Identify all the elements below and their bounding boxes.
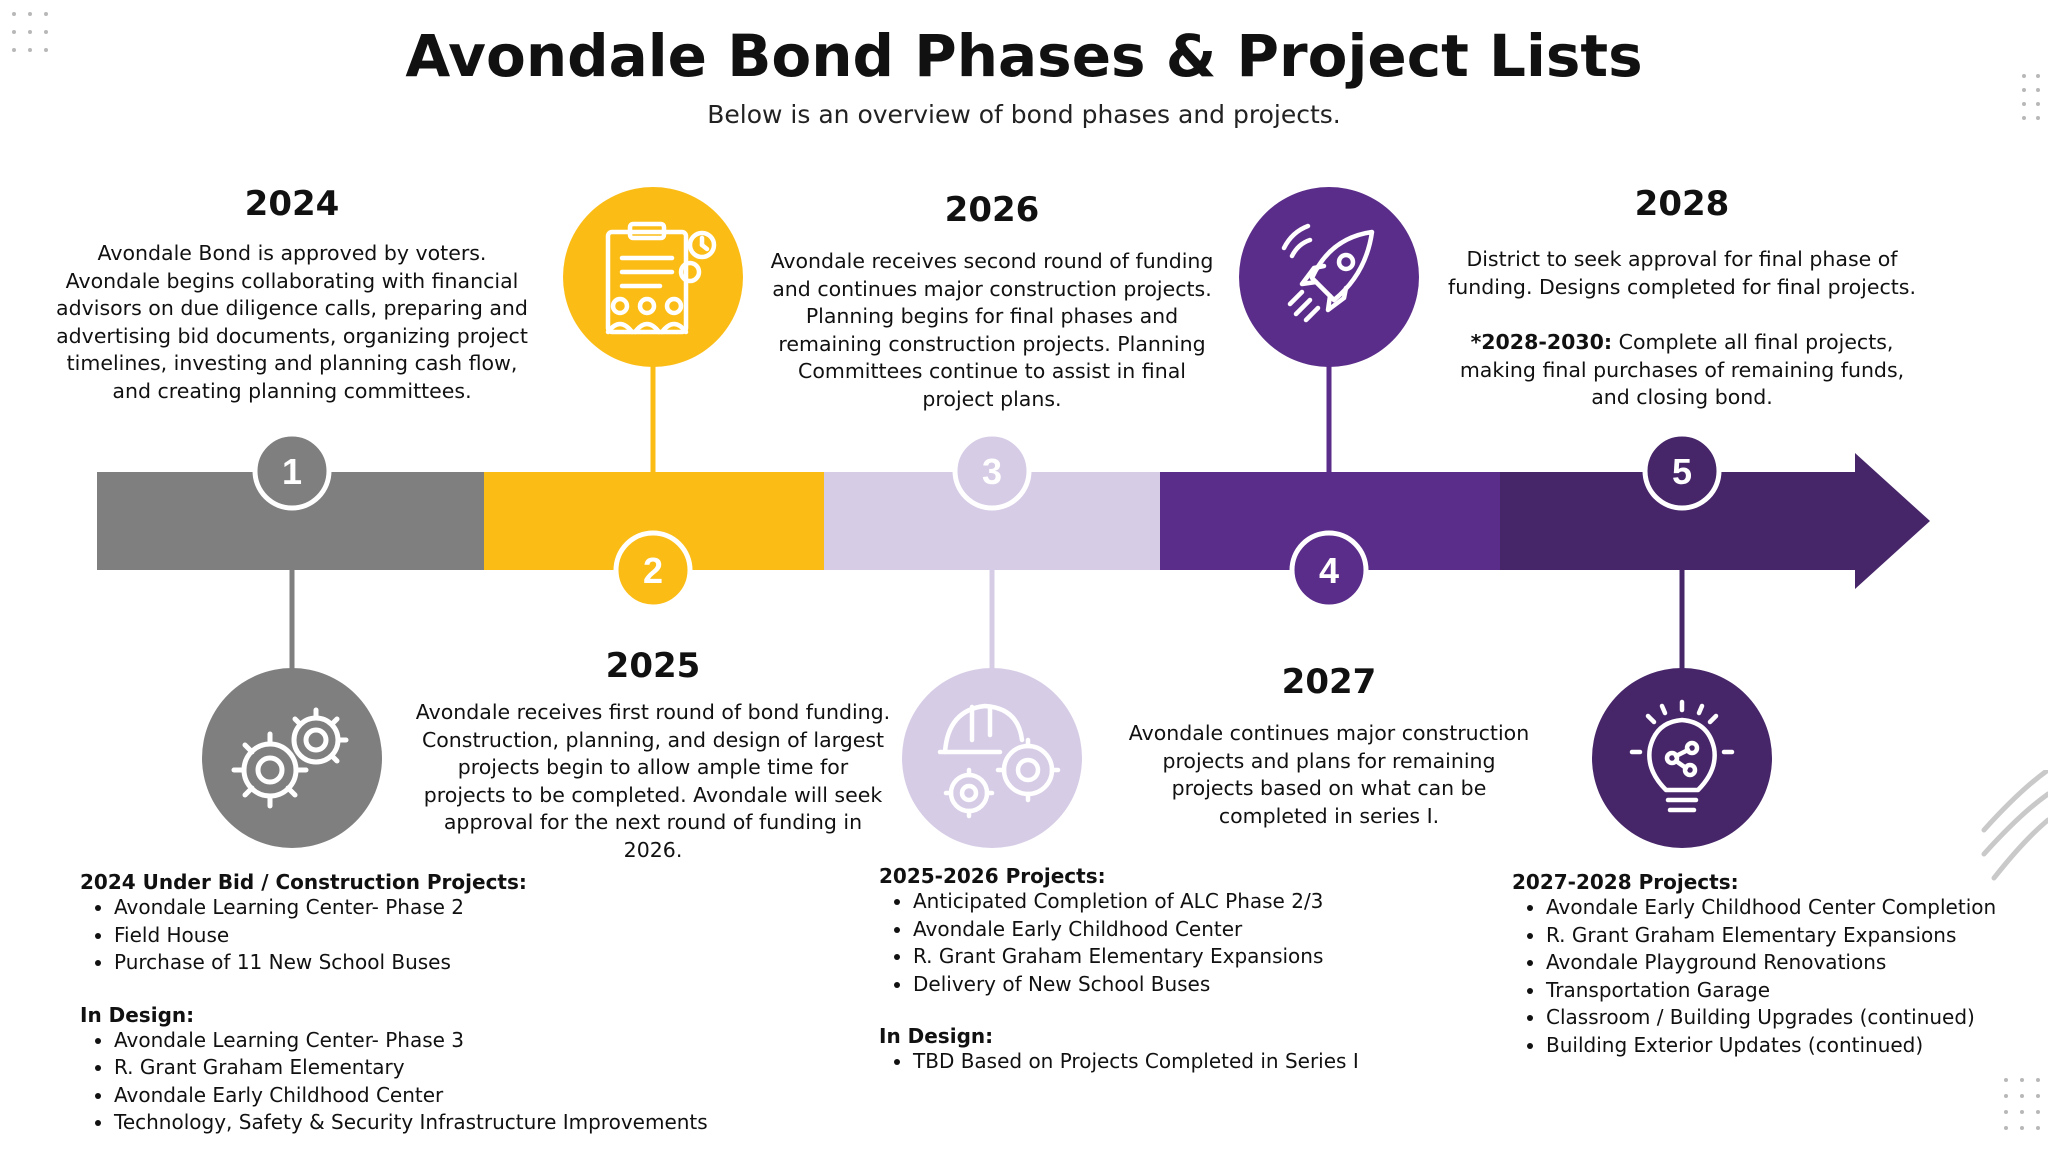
phase-year-2027: 2027 bbox=[1281, 662, 1377, 702]
phase-year-2028: 2028 bbox=[1634, 184, 1730, 224]
list-item: • Purchase of 11 New School Buses bbox=[114, 949, 780, 977]
list-item: • Avondale Learning Center- Phase 3 bbox=[114, 1027, 780, 1055]
project-list-items bbox=[879, 888, 1439, 998]
phase-number-5: 5 bbox=[1671, 451, 1693, 492]
list-item: • Avondale Early Childhood Center Completion bbox=[1546, 894, 2032, 922]
page-title: Avondale Bond Phases & Project Lists bbox=[405, 22, 1643, 90]
hardhat-gears-icon bbox=[902, 668, 1082, 848]
list-item: • R. Grant Graham Elementary bbox=[114, 1054, 780, 1082]
phase-note-label: *2028-2030: bbox=[1470, 330, 1613, 354]
list-item: • Classroom / Building Upgrades (continued) bbox=[1546, 1004, 2032, 1032]
list-item: • Anticipated Completion of ALC Phase 2/3 bbox=[913, 888, 1439, 916]
phase-description-text: Avondale receives first round of bond funding. Construction, planning, and design of largest projects begin to allow ample time for projects to be completed. Avondale will seek approval for the next round of funding in 2026. bbox=[415, 700, 891, 862]
phase-description-text: Avondale receives second round of funding and continues major construction projects. Planning begins for final phases and remaining construction projects. Planning Committees continue to assist in final project plans. bbox=[770, 249, 1214, 411]
phase-number-3: 3 bbox=[981, 451, 1003, 492]
list-item: • Building Exterior Updates (continued) bbox=[1546, 1032, 2032, 1060]
list-item: • R. Grant Graham Elementary Expansions bbox=[913, 943, 1439, 971]
project-list-2025-2026 bbox=[879, 864, 1439, 1076]
list-item: • Avondale Playground Renovations bbox=[1546, 949, 2032, 977]
phase-number-1: 1 bbox=[281, 451, 303, 492]
list-item: • Transportation Garage bbox=[1546, 977, 2032, 1005]
phase-description-2026 bbox=[770, 248, 1214, 413]
in-design-items bbox=[80, 1027, 780, 1137]
phase-description-text: District to seek approval for final phase of funding. Designs completed for final projects. bbox=[1448, 247, 1916, 299]
phase-number-2: 2 bbox=[642, 550, 664, 591]
in-design-heading: In Design: bbox=[80, 1002, 195, 1027]
project-list-items bbox=[80, 894, 780, 977]
list-item: • Delivery of New School Buses bbox=[913, 971, 1439, 999]
page-subtitle: Below is an overview of bond phases and projects. bbox=[707, 100, 1341, 129]
phase-number-badge-3 bbox=[955, 434, 1029, 508]
phase-note bbox=[1448, 329, 1916, 412]
list-item: • Avondale Early Childhood Center bbox=[913, 916, 1439, 944]
gears-icon bbox=[202, 668, 382, 848]
list-item: • TBD Based on Projects Completed in Series I bbox=[913, 1048, 1439, 1076]
phase-number-badge-4 bbox=[1292, 533, 1366, 607]
list-item: • Technology, Safety & Security Infrastructure Improvements bbox=[114, 1109, 780, 1137]
phase-year-2026: 2026 bbox=[944, 190, 1040, 230]
project-list-heading: 2025-2026 Projects: bbox=[879, 864, 1106, 888]
phase-number-4: 4 bbox=[1318, 550, 1340, 591]
rocket-icon bbox=[1239, 187, 1419, 367]
in-design-items bbox=[879, 1048, 1439, 1076]
phase-number-badge-2 bbox=[616, 533, 690, 607]
project-list-heading: 2027-2028 Projects: bbox=[1512, 870, 1739, 894]
phase-number-badge-1 bbox=[255, 434, 329, 508]
lightbulb-icon bbox=[1592, 668, 1772, 848]
phase-description-text: Avondale Bond is approved by voters. Avondale begins collaborating with financial advisors on due diligence calls, preparing and advertising bid documents, organizing project timelines, investing and planning cash flow, and creating planning committees. bbox=[56, 241, 528, 403]
phase-year-2024: 2024 bbox=[244, 184, 340, 224]
phase-description-2027 bbox=[1126, 720, 1532, 830]
phase-description-2028 bbox=[1448, 246, 1916, 412]
phase-description-2025 bbox=[414, 699, 892, 864]
list-item: • Avondale Learning Center- Phase 2 bbox=[114, 894, 780, 922]
phase-number-badge-5 bbox=[1645, 434, 1719, 508]
list-item: • Field House bbox=[114, 922, 780, 950]
clipboard-team-icon bbox=[563, 187, 743, 367]
phase-year-2025: 2025 bbox=[605, 646, 701, 686]
project-list-2027-2028 bbox=[1512, 870, 2032, 1059]
in-design-heading: In Design: bbox=[879, 1024, 994, 1048]
project-list-heading: 2024 Under Bid / Construction Projects: bbox=[80, 870, 527, 894]
list-item: • Avondale Early Childhood Center bbox=[114, 1082, 780, 1110]
list-item: • R. Grant Graham Elementary Expansions bbox=[1546, 922, 2032, 950]
phase-note-text: Complete all final projects, making final purchases of remaining funds, and closing bond. bbox=[1459, 330, 1905, 409]
project-list-2024 bbox=[80, 870, 780, 1137]
phase-description-2024 bbox=[56, 240, 528, 405]
project-list-items bbox=[1512, 894, 2032, 1059]
phase-description-text: Avondale continues major construction projects and plans for remaining projects based on what can be completed in series I. bbox=[1128, 721, 1530, 828]
